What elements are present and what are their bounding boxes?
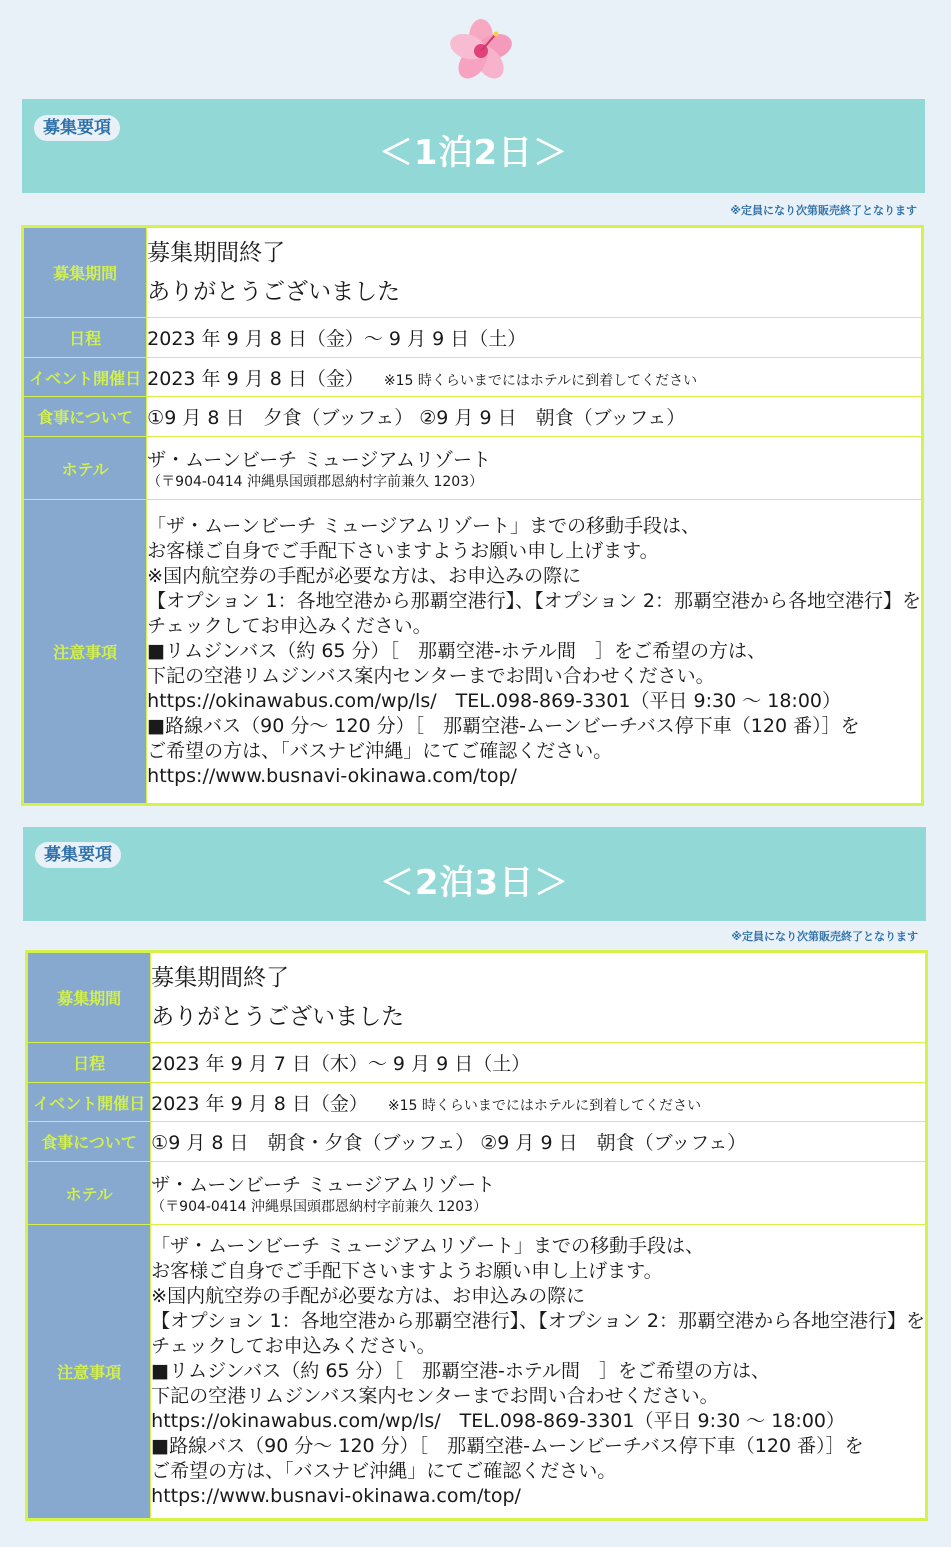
- event-date: 2023 年 9 月 8 日（金）: [151, 1092, 368, 1115]
- hotel-value: [151, 1162, 927, 1225]
- plan-banner: [22, 99, 925, 193]
- recruit-badge: 募集要項: [35, 842, 121, 868]
- schedule-label: 日程: [23, 318, 147, 358]
- notes-line: ■リムジンバス（約 65 分）［ 那覇空港-ホテル間 ］をご希望の方は、: [151, 1360, 770, 1382]
- plan-title: ＜1泊2日＞: [378, 133, 569, 173]
- notes-line: 【オプション 1：各地空港から那覇空港行】、【オプション 2：那覇空港から各地空港行】を: [151, 1310, 925, 1332]
- notes-label: 注意事項: [23, 500, 147, 805]
- notes-label: 注意事項: [27, 1225, 151, 1520]
- schedule-value: 2023 年 9 月 7 日（木）～ 9 月 9 日（土）: [151, 1043, 927, 1083]
- notes-link-line[interactable]: https://okinawabus.com/wp/ls/ TEL.098-869-3301（平日 9:30 ～ 18:00）: [151, 1410, 846, 1432]
- event-label: イベント開催日: [27, 1083, 151, 1122]
- plan-info-table: [21, 225, 924, 806]
- hotel-label: ホテル: [27, 1162, 151, 1225]
- event-value: [147, 358, 923, 397]
- hotel-value: [147, 437, 923, 500]
- event-label: イベント開催日: [23, 358, 147, 397]
- notes-line: ■路線バス（90 分～ 120 分）［ 那覇空港-ムーンビーチバス停下車（120 番）］を: [147, 715, 860, 737]
- notes-value: [151, 1225, 927, 1520]
- period-line1: 募集期間終了: [151, 964, 290, 991]
- hotel-label: ホテル: [23, 437, 147, 500]
- notes-link-line[interactable]: https://www.busnavi-okinawa.com/top/: [151, 1485, 521, 1507]
- notes-line: チェックしてお申込みください。: [147, 615, 432, 637]
- notes-line: ※国内航空券の手配が必要な方は、お申込みの際に: [151, 1285, 586, 1307]
- plan-banner: [23, 827, 926, 921]
- notes-line: チェックしてお申込みください。: [151, 1335, 436, 1357]
- notes-line: ご希望の方は、「バスナビ沖縄」にてご確認ください。: [147, 740, 613, 762]
- meal-value: ①9 月 8 日 夕食（ブッフェ） ②9 月 9 日 朝食（ブッフェ）: [147, 397, 923, 437]
- event-value: [151, 1083, 927, 1122]
- period-value: [147, 227, 923, 318]
- notes-link-line[interactable]: https://www.busnavi-okinawa.com/top/: [147, 765, 517, 787]
- period-line2: ありがとうございました: [147, 278, 401, 305]
- recruit-badge: 募集要項: [34, 115, 120, 141]
- plan-info-table: [25, 950, 928, 1521]
- notes-line: ■路線バス（90 分～ 120 分）［ 那覇空港-ムーンビーチバス停下車（120 番）］を: [151, 1435, 864, 1457]
- period-label: 募集期間: [27, 952, 151, 1043]
- period-line2: ありがとうございました: [151, 1003, 405, 1030]
- schedule-value: 2023 年 9 月 8 日（金）～ 9 月 9 日（土）: [147, 318, 923, 358]
- notes-line: 「ザ・ムーンビーチ ミュージアムリゾート」までの移動手段は、: [147, 515, 701, 537]
- capacity-note: ※定員になり次第販売終了となります: [731, 930, 918, 943]
- event-date: 2023 年 9 月 8 日（金）: [147, 367, 364, 390]
- notes-line: 【オプション 1：各地空港から那覇空港行】、【オプション 2：那覇空港から各地空港行】を: [147, 590, 921, 612]
- period-label: 募集期間: [23, 227, 147, 318]
- notes-line: ■リムジンバス（約 65 分）［ 那覇空港-ホテル間 ］をご希望の方は、: [147, 640, 766, 662]
- hotel-name: ザ・ムーンビーチ ミュージアムリゾート: [151, 1173, 496, 1196]
- notes-value: [147, 500, 923, 805]
- schedule-label: 日程: [27, 1043, 151, 1083]
- notes-link-line[interactable]: https://okinawabus.com/wp/ls/ TEL.098-869-3301（平日 9:30 ～ 18:00）: [147, 690, 842, 712]
- hotel-address: （〒904-0414 沖縄県国頭郡恩納村字前兼久 1203）: [147, 473, 484, 490]
- period-line1: 募集期間終了: [147, 239, 286, 266]
- notes-line: ※国内航空券の手配が必要な方は、お申込みの際に: [147, 565, 582, 587]
- meal-value: ①9 月 8 日 朝食・夕食（ブッフェ） ②9 月 9 日 朝食（ブッフェ）: [151, 1122, 927, 1162]
- capacity-note: ※定員になり次第販売終了となります: [730, 204, 917, 217]
- plan-title: ＜2泊3日＞: [379, 863, 570, 903]
- notes-line: ご希望の方は、「バスナビ沖縄」にてご確認ください。: [151, 1460, 617, 1482]
- notes-line: 下記の空港リムジンバス案内センターまでお問い合わせください。: [151, 1385, 719, 1407]
- hotel-name: ザ・ムーンビーチ ミュージアムリゾート: [147, 448, 492, 471]
- notes-line: お客様ご自身でご手配下さいますようお願い申し上げます。: [151, 1260, 663, 1282]
- notes-line: 「ザ・ムーンビーチ ミュージアムリゾート」までの移動手段は、: [151, 1235, 705, 1257]
- event-note: ※15 時くらいまでにはホテルに到着してください: [387, 1097, 702, 1114]
- hibiscus-flower-icon: [448, 18, 514, 84]
- notes-line: お客様ご自身でご手配下さいますようお願い申し上げます。: [147, 540, 659, 562]
- event-note: ※15 時くらいまでにはホテルに到着してください: [383, 372, 698, 389]
- hotel-address: （〒904-0414 沖縄県国頭郡恩納村字前兼久 1203）: [151, 1198, 488, 1215]
- meal-label: 食事について: [27, 1122, 151, 1162]
- period-value: [151, 952, 927, 1043]
- notes-line: 下記の空港リムジンバス案内センターまでお問い合わせください。: [147, 665, 715, 687]
- meal-label: 食事について: [23, 397, 147, 437]
